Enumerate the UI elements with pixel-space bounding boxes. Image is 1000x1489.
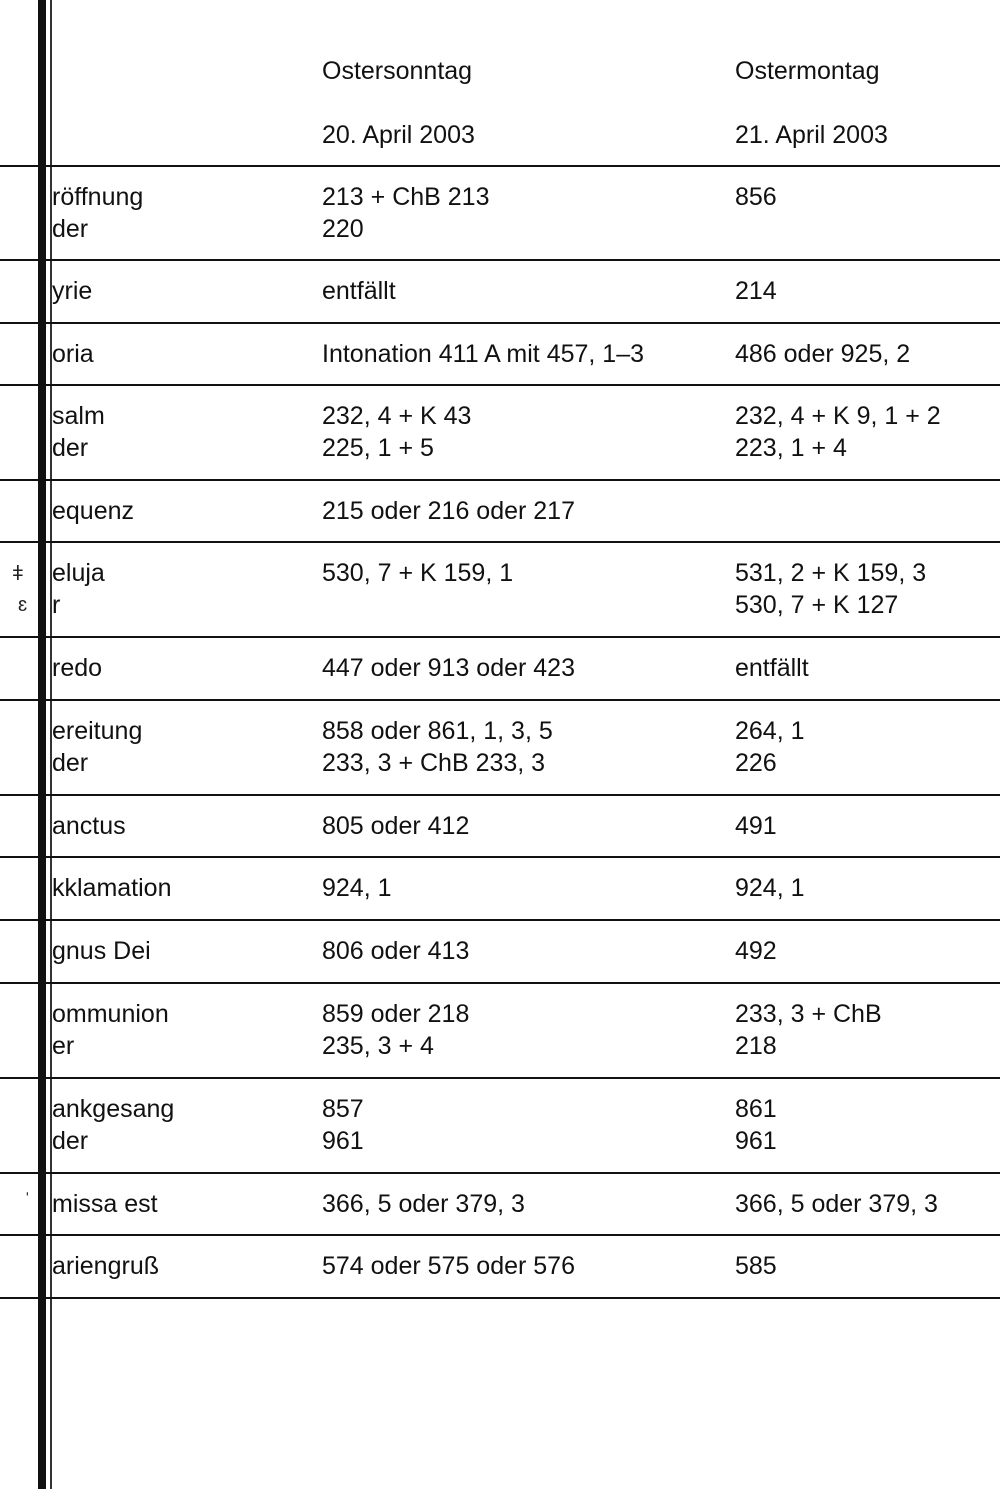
- cell-sonntag: 233, 3 + ChB 233, 3: [322, 749, 546, 777]
- cell-sonntag: entfällt: [322, 277, 396, 305]
- cell-sonntag: 530, 7 + K 159, 1: [322, 559, 514, 587]
- row-divider: [0, 384, 1000, 386]
- cell-montag: 223, 1 + 4: [735, 434, 847, 462]
- cell-montag: 486 oder 925, 2: [735, 340, 911, 368]
- cell-montag: 961: [735, 1127, 777, 1155]
- row-label: kklamation: [52, 874, 172, 902]
- cell-montag: 585: [735, 1252, 777, 1280]
- row-divider: [0, 479, 1000, 481]
- cell-montag: 233, 3 + ChB: [735, 1000, 882, 1028]
- row-label: gnus Dei: [52, 937, 151, 965]
- cell-sonntag: 235, 3 + 4: [322, 1032, 434, 1060]
- cell-montag: 531, 2 + K 159, 3: [735, 559, 927, 587]
- row-divider: [0, 1172, 1000, 1174]
- cell-montag: 492: [735, 937, 777, 965]
- row-label: röffnung: [52, 183, 144, 211]
- cell-montag: 530, 7 + K 127: [735, 591, 899, 619]
- row-divider: [0, 794, 1000, 796]
- row-label: ariengruß: [52, 1252, 159, 1280]
- cell-sonntag: 220: [322, 215, 364, 243]
- cell-montag: 214: [735, 277, 777, 305]
- row-label: ommunion: [52, 1000, 169, 1028]
- cell-sonntag: 366, 5 oder 379, 3: [322, 1190, 525, 1218]
- cell-sonntag: 924, 1: [322, 874, 392, 902]
- row-label: der: [52, 434, 89, 462]
- row-label: der: [52, 1127, 89, 1155]
- cell-sonntag: 857: [322, 1095, 364, 1123]
- column-header-sonntag-title: Ostersonntag: [322, 57, 473, 85]
- column-header-montag-title: Ostermontag: [735, 57, 880, 85]
- row-label: oria: [52, 340, 94, 368]
- cell-sonntag: 232, 4 + K 43: [322, 402, 472, 430]
- cell-montag: 366, 5 oder 379, 3: [735, 1190, 938, 1218]
- binding-spine: [38, 0, 46, 1489]
- row-divider: [0, 1234, 1000, 1236]
- cell-montag: 491: [735, 812, 777, 840]
- row-label: equenz: [52, 497, 135, 525]
- cell-sonntag: 961: [322, 1127, 364, 1155]
- cell-montag: 924, 1: [735, 874, 805, 902]
- row-divider: [0, 699, 1000, 701]
- row-divider: [0, 636, 1000, 638]
- cell-sonntag: 215 oder 216 oder 217: [322, 497, 575, 525]
- cell-montag: 218: [735, 1032, 777, 1060]
- row-label: missa est: [52, 1190, 158, 1218]
- cell-sonntag: 859 oder 218: [322, 1000, 470, 1028]
- row-label: der: [52, 215, 89, 243]
- row-divider: [0, 165, 1000, 167]
- cell-sonntag: 805 oder 412: [322, 812, 470, 840]
- column-header-sonntag-date: 20. April 2003: [322, 121, 475, 149]
- cell-montag: 226: [735, 749, 777, 777]
- row-divider: [0, 982, 1000, 984]
- cell-sonntag: 574 oder 575 oder 576: [322, 1252, 575, 1280]
- cell-montag: 861: [735, 1095, 777, 1123]
- row-divider: [0, 1297, 1000, 1299]
- row-label: eluja: [52, 559, 105, 587]
- cell-sonntag: 225, 1 + 5: [322, 434, 434, 462]
- cell-sonntag: 806 oder 413: [322, 937, 470, 965]
- row-divider: [0, 1077, 1000, 1079]
- row-label: ankgesang: [52, 1095, 175, 1123]
- cell-montag: 856: [735, 183, 777, 211]
- row-divider: [0, 856, 1000, 858]
- cell-montag: 264, 1: [735, 717, 805, 745]
- cell-sonntag: 858 oder 861, 1, 3, 5: [322, 717, 553, 745]
- column-header-montag-date: 21. April 2003: [735, 121, 888, 149]
- row-label: er: [52, 1032, 75, 1060]
- row-divider: [0, 259, 1000, 261]
- row-label: anctus: [52, 812, 126, 840]
- row-divider: [0, 541, 1000, 543]
- cell-montag: entfällt: [735, 654, 809, 682]
- scan-mark-2: ɛ: [18, 594, 28, 616]
- row-label: redo: [52, 654, 103, 682]
- row-label: ereitung: [52, 717, 143, 745]
- row-label: yrie: [52, 277, 93, 305]
- scan-mark-1: ǂ: [12, 563, 24, 585]
- row-divider: [0, 919, 1000, 921]
- row-label: der: [52, 749, 89, 777]
- cell-sonntag: 447 oder 913 oder 423: [322, 654, 575, 682]
- cell-sonntag: Intonation 411 A mit 457, 1–3: [322, 340, 645, 368]
- cell-sonntag: 213 + ChB 213: [322, 183, 490, 211]
- row-divider: [0, 322, 1000, 324]
- cell-montag: 232, 4 + K 9, 1 + 2: [735, 402, 941, 430]
- row-label: salm: [52, 402, 105, 430]
- row-label: r: [52, 591, 61, 619]
- scan-mark-3: ˈ: [24, 1190, 31, 1212]
